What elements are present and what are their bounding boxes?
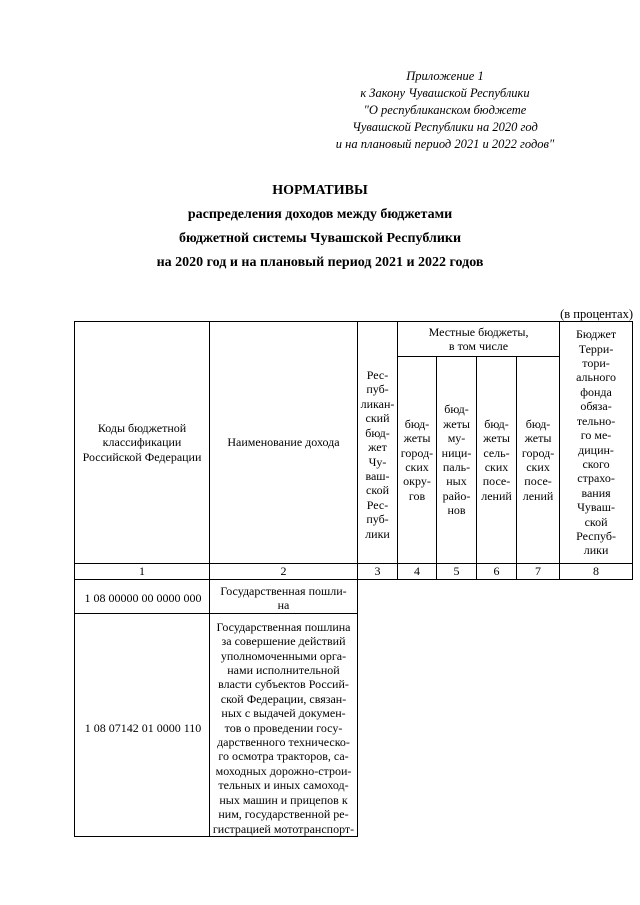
text-line: ных машин и прицепов к	[219, 792, 348, 807]
document-title-line: распределения доходов между бюджетами	[187, 207, 453, 222]
header-municipal-districts-lines	[439, 402, 474, 517]
appendix-line: "О республиканском бюджете	[363, 103, 527, 117]
appendix-line: Чувашской Республики на 2020 год	[352, 120, 538, 134]
text-line: лений	[481, 488, 512, 503]
text-line: ского	[582, 456, 610, 471]
column-number: 8	[560, 564, 633, 580]
header-local-line: в том числе	[448, 339, 509, 353]
header-urban-settlements	[517, 357, 560, 564]
text-line: тов о проведении госу-	[224, 720, 343, 735]
text-line: Рес-	[366, 368, 389, 383]
text-line: пуб-	[366, 382, 389, 397]
text-line: бюд-	[484, 416, 509, 431]
text-line: ных	[446, 474, 467, 489]
header-codes	[75, 322, 210, 564]
text-line: бюд-	[404, 416, 430, 431]
header-codes-line: Коды бюджетной	[97, 420, 187, 435]
text-line: жеты	[524, 431, 552, 446]
text-line: власти субъектов Россий-	[218, 677, 349, 692]
text-line: ваш-	[365, 468, 390, 483]
text-line: бюд-	[525, 416, 551, 431]
text-line: за совершение действий	[221, 634, 346, 649]
text-line: нами исполнительной	[227, 663, 340, 678]
header-local-budgets	[398, 322, 560, 357]
text-line: Рес-	[366, 497, 389, 512]
text-line: Терри-	[578, 341, 614, 356]
row-empty-values	[358, 580, 633, 614]
text-line: город-	[521, 445, 555, 460]
text-line: окру-	[403, 474, 431, 489]
row-empty-values	[358, 613, 633, 836]
document-heading: НОРМАТИВЫ	[272, 183, 368, 198]
row-income-name	[210, 613, 358, 836]
text-line: лений	[522, 488, 554, 503]
text-line: лики	[583, 543, 609, 558]
row-name-line: на	[277, 598, 290, 613]
header-codes-line: классификации	[102, 435, 182, 450]
header-city-districts-lines	[400, 417, 434, 503]
text-line: жеты	[483, 431, 510, 446]
appendix-line: к Закону Чувашской Республики	[360, 86, 530, 100]
text-line: лики	[365, 526, 390, 541]
text-line: гистрацией мототранспорт-	[212, 821, 355, 836]
text-line: дицин-	[578, 442, 614, 457]
text-line: ский	[365, 411, 390, 426]
text-line: жет	[368, 440, 387, 455]
text-line: Чу-	[368, 454, 387, 469]
header-codes-line: Российской Федерации	[82, 449, 202, 464]
norms-table	[74, 321, 633, 837]
header-urban-settlements-lines	[519, 417, 557, 503]
header-fund-lines	[562, 327, 630, 558]
appendix-line: и на плановый период 2021 и 2022 годов"	[335, 137, 555, 151]
appendix-line: Приложение 1	[406, 69, 484, 83]
text-line: тельно-	[576, 413, 616, 428]
text-line: гов	[408, 488, 426, 503]
text-line: посе-	[524, 474, 552, 489]
header-municipal-districts	[437, 357, 477, 564]
column-number: 5	[437, 564, 477, 580]
document-title-line: бюджетной системы Чувашской Республики	[178, 231, 462, 246]
text-line: Бюджет	[576, 327, 617, 342]
text-line: бюд-	[444, 402, 469, 417]
header-republic-budget	[358, 322, 398, 564]
table-row	[75, 580, 633, 614]
text-line: тельных и иных самоход-	[218, 778, 349, 793]
text-line: ской	[584, 514, 608, 529]
row-code: 1 08 00000 00 0000 000	[75, 580, 210, 614]
row-name-line: Государственная пошли-	[220, 584, 347, 598]
text-line: ници-	[441, 445, 472, 460]
text-line: тори-	[582, 356, 610, 371]
header-income-name: Наименование дохода	[210, 322, 358, 564]
header-rural-settlements	[477, 357, 517, 564]
text-line: ных с выдачей докумен-	[221, 706, 346, 721]
text-line: жеты	[443, 416, 470, 431]
text-line: ской	[366, 483, 389, 498]
text-line: вания	[581, 485, 611, 500]
row-code: 1 08 07142 01 0000 110	[75, 613, 210, 836]
text-line: паль-	[442, 460, 471, 474]
text-line: посе-	[482, 474, 511, 489]
text-line: сель-	[483, 445, 510, 460]
text-line: го ме-	[580, 428, 612, 443]
text-line: Респуб-	[576, 528, 616, 543]
text-line: обяза-	[580, 399, 612, 414]
text-line: ских	[484, 460, 509, 474]
text-line: фонда	[580, 384, 612, 399]
text-line: пуб-	[366, 512, 389, 527]
text-line: бюд-	[365, 425, 390, 440]
text-line: Государственная пошлина	[216, 619, 351, 634]
text-line: ских	[526, 460, 550, 474]
text-line: Чуваш-	[577, 500, 615, 515]
column-number: 7	[517, 564, 560, 580]
header-fund-budget	[560, 322, 633, 564]
header-local-line: Местные бюджеты,	[428, 324, 529, 339]
text-line: го осмотра тракторов, са-	[218, 749, 349, 764]
text-line: ликан-	[360, 396, 395, 411]
row-name-lines	[212, 620, 355, 836]
header-rural-settlements-lines	[479, 417, 514, 503]
units-note: (в процентах)	[560, 307, 633, 321]
text-line: му-	[447, 431, 466, 446]
text-line: дарственного техническо-	[217, 735, 350, 750]
column-number: 3	[358, 564, 398, 580]
table-row	[75, 613, 633, 836]
text-line: моходных дорожно-строи-	[215, 763, 352, 778]
row-income-name	[210, 580, 358, 614]
column-number: 4	[398, 564, 437, 580]
text-line: уполномоченными орга-	[220, 648, 347, 663]
column-numbers-row	[75, 564, 633, 580]
document-title-line: на 2020 год и на плановый период 2021 и 2022 годов	[156, 255, 484, 270]
text-line: страхо-	[577, 471, 615, 486]
text-line: райо-	[442, 488, 471, 503]
text-line: ских	[405, 460, 429, 474]
appendix-note	[300, 68, 590, 153]
header-republic-lines	[360, 368, 395, 541]
text-line: жеты	[403, 431, 431, 446]
text-line: нов	[447, 503, 466, 518]
text-line: ального	[576, 370, 617, 385]
column-number: 2	[210, 564, 358, 580]
column-number: 6	[477, 564, 517, 580]
text-line: ской Федерации, связан-	[220, 691, 347, 706]
text-line: город-	[400, 445, 434, 460]
text-line: ним, государственной ре-	[218, 807, 349, 822]
column-number: 1	[75, 564, 210, 580]
header-city-districts	[398, 357, 437, 564]
